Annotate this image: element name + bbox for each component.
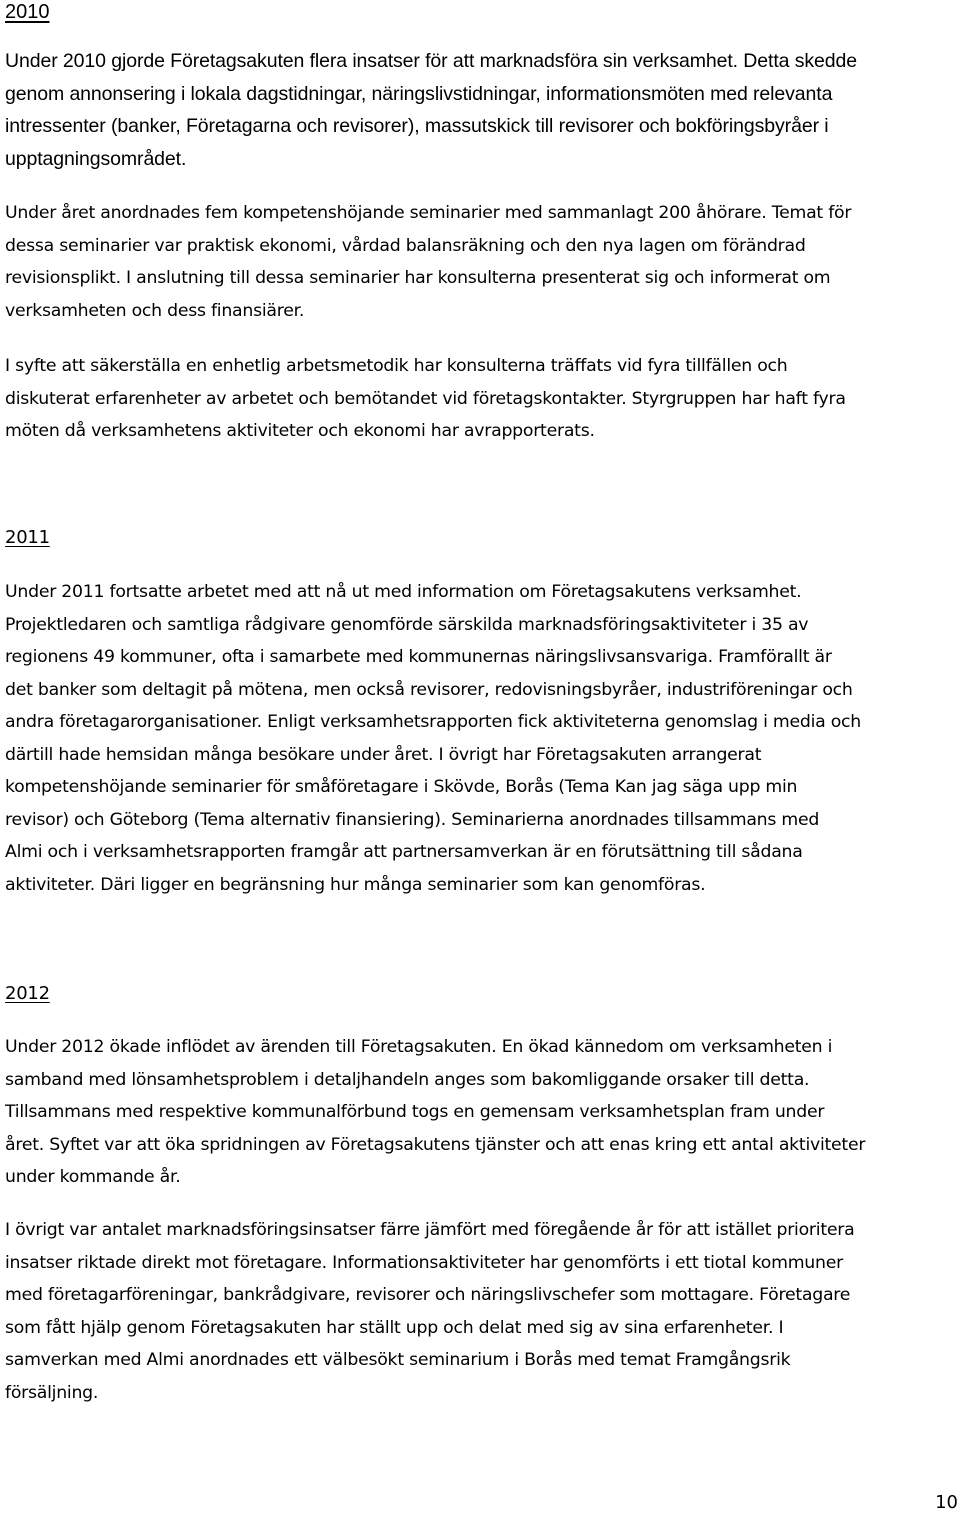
page-number: 10 [935,1492,958,1513]
text-line: revisor) och Göteborg (Tema alternativ finansiering). Seminarierna anordnades tillsammans med [5,809,820,830]
text-line: intressenter (banker, Företagarna och revisorer), massutskick till revisorer och bokföringsbyråer i [5,115,829,137]
text-line: kompetenshöjande seminarier för småföretagare i Skövde, Borås (Tema Kan jag säga upp min [5,777,798,797]
text-line: samverkan med Almi anordnades ett välbesökt seminarium i Borås med temat Framgångsrik [5,1350,791,1370]
text-line: Under året anordnades fem kompetenshöjande seminarier med sammanlagt 200 åhörare. Temat för [5,203,852,223]
paragraph-2012-inflow [5,1031,960,1194]
section-heading-2011: 2011 [5,527,50,548]
paragraph-2010-method [5,350,960,448]
paragraph-2012-marketing [5,1214,960,1409]
text-line: aktiviteter. Däri ligger en begränsning hur många seminarier som kan genomföras. [5,874,706,895]
text-line: upptagningsområdet. [5,147,187,170]
text-line: genom annonsering i lokala dagstidningar, näringslivstidningar, informationsmöten med relevanta [5,82,833,105]
text-line: försäljning. [5,1382,99,1403]
text-line: verksamheten och dess finansiärer. [5,300,305,321]
text-line: Projektledaren och samtliga rådgivare genomförde särskilda marknadsföringsaktiviteter i 35 av [5,614,809,635]
text-line: revisionsplikt. I anslutning till dessa seminarier har konsulterna presenterat sig och informerat om [5,268,831,288]
text-line: under kommande år. [5,1167,181,1187]
text-line: därtill hade hemsidan många besökare under året. I övrigt har Företagsakuten arrangerat [5,744,762,765]
text-line: insatser riktade direkt mot företagare. Informationsaktiviteter har genomförts i ett tiotal kommuner [5,1252,843,1273]
section-heading-2012: 2012 [5,983,50,1004]
text-line: Under 2010 gjorde Företagsakuten flera insatser för att marknadsföra sin verksamhet. Detta skedde [5,50,857,72]
paragraph-2010-marketing [5,45,960,175]
text-line: diskuterat erfarenheter av arbetet och bemötandet vid företagskontakter. Styrgruppen har haft fyra [5,388,846,409]
text-line: året. Syftet var att öka spridningen av Företagsakutens tjänster och att enas kring ett antal aktiviteter [5,1134,866,1155]
text-line: det banker som deltagit på mötena, men också revisorer, redovisningsbyråer, industriföreningar och [5,679,853,700]
text-line: Under 2012 ökade inflödet av ärenden till Företagsakuten. En ökad kännedom om verksamheten i [5,1037,833,1057]
text-line: regionens 49 kommuner, ofta i samarbete med kommunernas näringslivsansvariga. Framförallt är [5,647,832,667]
text-line: dessa seminarier var praktisk ekonomi, vårdad balansräkning och den nya lagen om förändrad [5,235,806,256]
text-line: Almi och i verksamhetsrapporten framgår att partnersamverkan är en förutsättning till sådana [5,842,803,862]
text-line: I syfte att säkerställa en enhetlig arbetsmetodik har konsulterna träffats vid fyra tillfällen och [5,356,788,376]
text-line: som fått hjälp genom Företagsakuten har ställt upp och delat med sig av sina erfarenheter. I [5,1317,784,1338]
text-line: andra företagarorganisationer. Enligt verksamhetsrapporten fick aktiviteterna genomslag i media och [5,712,861,732]
text-line: Under 2011 fortsatte arbetet med att nå ut med information om Företagsakutens verksamhet. [5,582,802,602]
text-line: möten då verksamhetens aktiviteter och ekonomi har avrapporterats. [5,421,595,441]
text-line: samband med lönsamhetsproblem i detaljhandeln anges som bakomliggande orsaker till detta. [5,1069,810,1090]
paragraph-2011 [5,576,960,901]
text-line: Tillsammans med respektive kommunalförbund togs en gemensam verksamhetsplan fram under [5,1102,825,1122]
section-heading-2010: 2010 [5,1,50,23]
paragraph-2010-seminars [5,197,960,327]
text-line: I övrigt var antalet marknadsföringsinsatser färre jämfört med föregående år för att istället prioritera [5,1220,855,1240]
text-line: med företagarföreningar, bankrådgivare, revisorer och näringslivschefer som mottagare. Företagare [5,1285,851,1305]
